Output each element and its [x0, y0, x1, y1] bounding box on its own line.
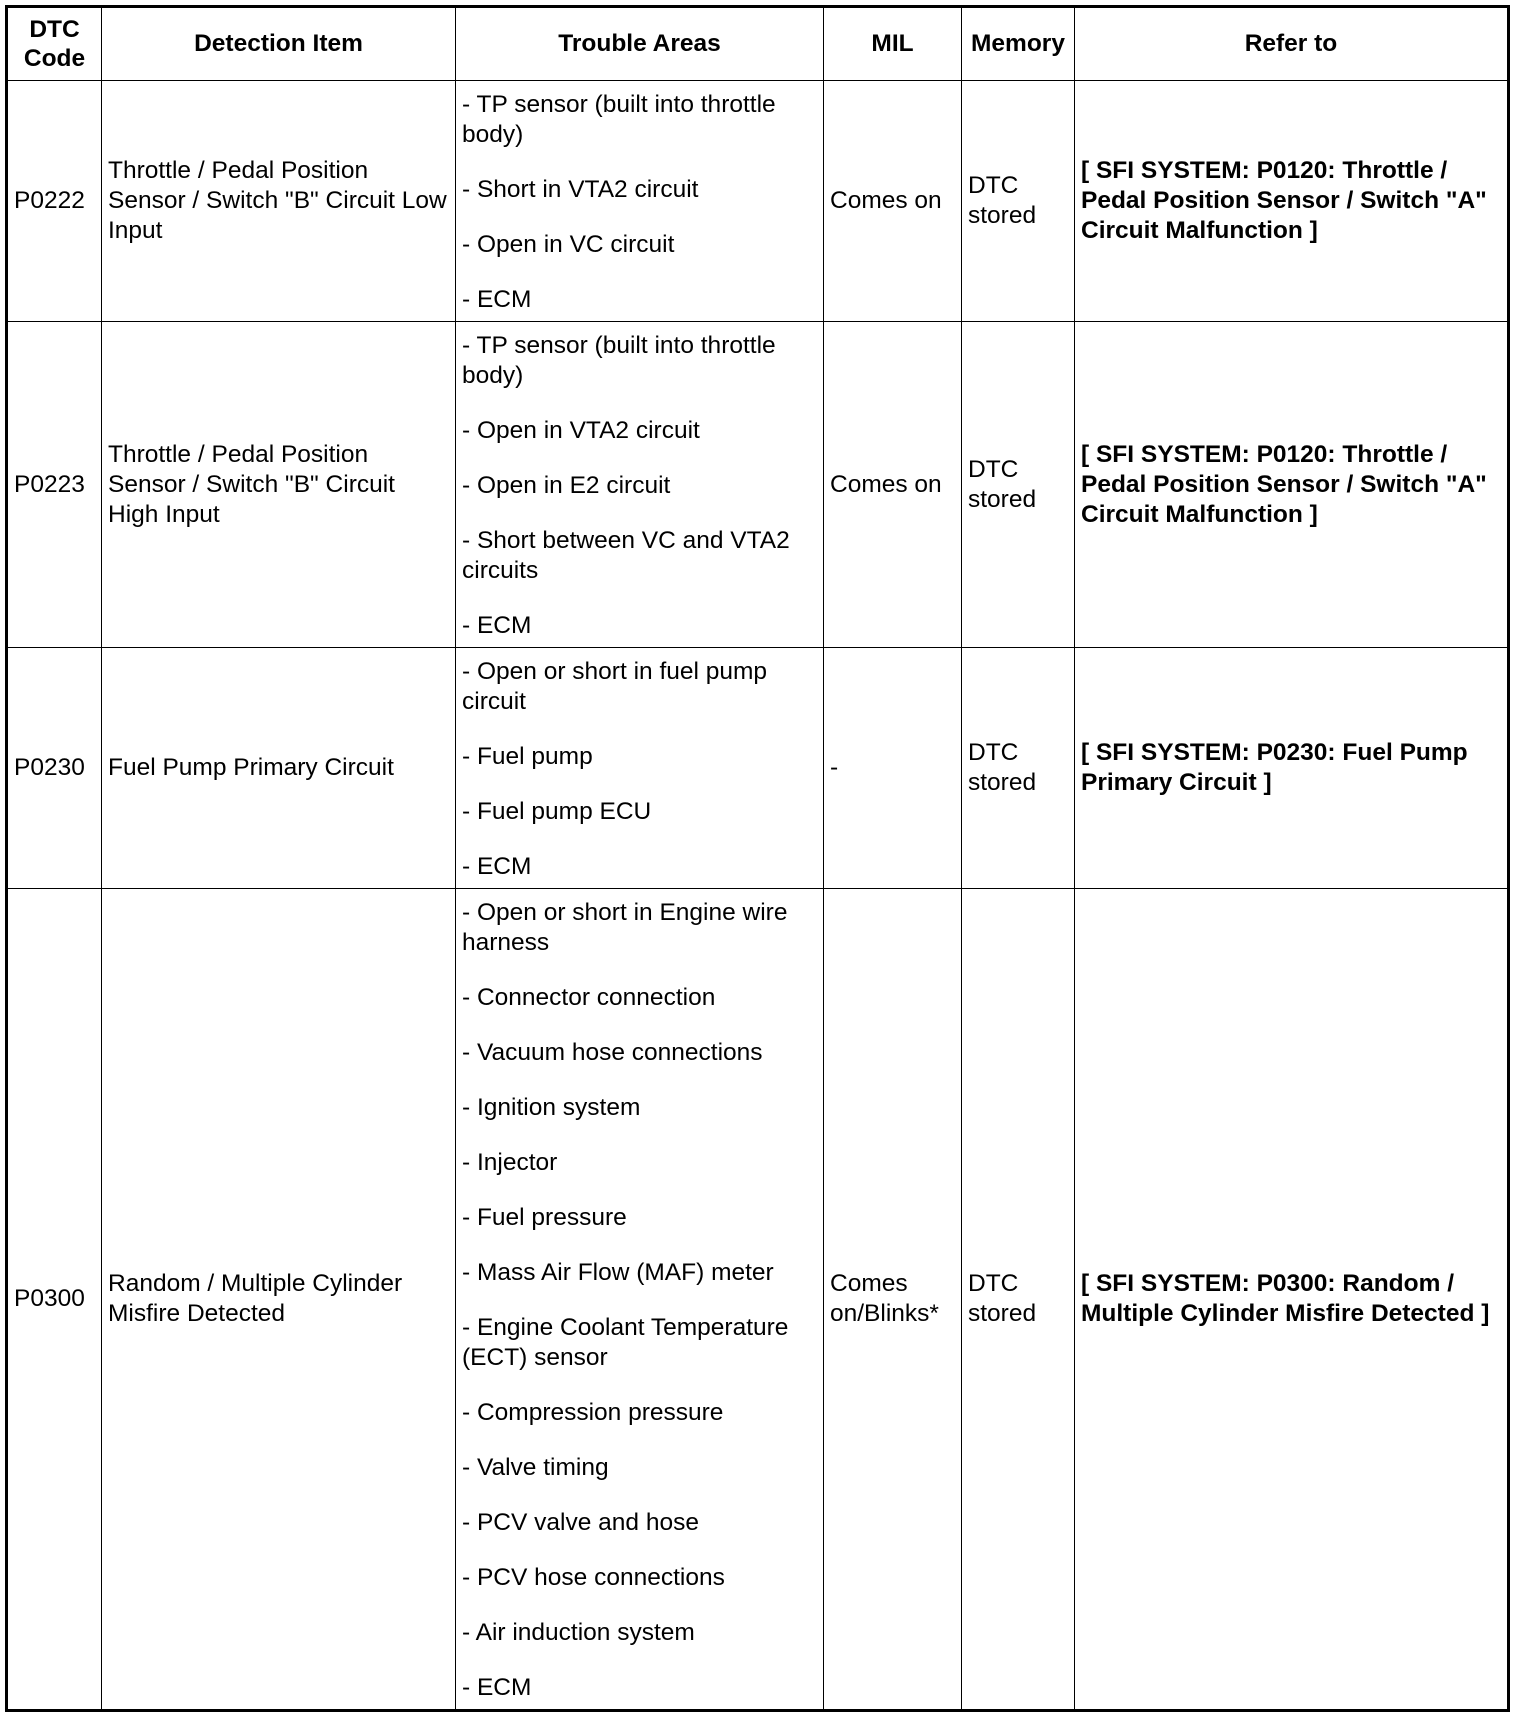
- list-item: - Connector connection: [462, 984, 716, 1011]
- table-body: [7, 81, 1509, 1711]
- trouble-areas-list: [462, 331, 817, 641]
- dtc-code-cell: P0223: [7, 322, 102, 648]
- trouble-areas-cell: [456, 322, 824, 648]
- dtc-code-cell: P0230: [7, 648, 102, 889]
- dtc-code-cell: P0300: [7, 889, 102, 1711]
- list-item: - PCV valve and hose: [462, 1509, 699, 1536]
- list-item: - Vacuum hose connections: [462, 1039, 763, 1066]
- mil-cell: Comes on: [824, 81, 962, 322]
- list-item: - Compression pressure: [462, 1399, 724, 1426]
- list-item: - Open or short in Engine wire harness: [462, 899, 788, 956]
- mil-cell: -: [824, 648, 962, 889]
- list-item: - Fuel pressure: [462, 1204, 627, 1231]
- header-detection-item: Detection Item: [102, 7, 456, 81]
- detection-item-cell: Fuel Pump Primary Circuit: [102, 648, 456, 889]
- list-item: - PCV hose connections: [462, 1564, 725, 1591]
- refer-to-link[interactable]: [ SFI SYSTEM: P0230: Fuel Pump Primary Circuit ]: [1075, 648, 1509, 889]
- trouble-areas-list: [462, 898, 817, 1703]
- header-row: [7, 7, 1509, 81]
- list-item: - ECM: [462, 853, 532, 880]
- list-item: - Fuel pump ECU: [462, 798, 652, 825]
- list-item: - Engine Coolant Temperature (ECT) sensor: [462, 1314, 789, 1371]
- list-item: - Open in VTA2 circuit: [462, 417, 700, 444]
- header-memory: Memory: [962, 7, 1075, 81]
- list-item: - Air induction system: [462, 1619, 695, 1646]
- list-item: - Fuel pump: [462, 743, 593, 770]
- list-item: - Valve timing: [462, 1454, 609, 1481]
- list-item: - ECM: [462, 612, 532, 639]
- list-item: - ECM: [462, 1674, 532, 1701]
- list-item: - Ignition system: [462, 1094, 641, 1121]
- detection-item-cell: Throttle / Pedal Position Sensor / Switch "B" Circuit High Input: [102, 322, 456, 648]
- table-row: [7, 322, 1509, 648]
- detection-item-cell: Throttle / Pedal Position Sensor / Switch "B" Circuit Low Input: [102, 81, 456, 322]
- list-item: - Open in VC circuit: [462, 231, 675, 258]
- list-item: - ECM: [462, 286, 532, 313]
- mil-cell: Comes on/Blinks*: [824, 889, 962, 1711]
- header-mil: MIL: [824, 7, 962, 81]
- memory-cell: DTC stored: [962, 648, 1075, 889]
- refer-to-link[interactable]: [ SFI SYSTEM: P0120: Throttle / Pedal Position Sensor / Switch "A" Circuit Malfunction ]: [1075, 322, 1509, 648]
- list-item: - Short between VC and VTA2 circuits: [462, 527, 790, 584]
- list-item: - Short in VTA2 circuit: [462, 176, 699, 203]
- memory-cell: DTC stored: [962, 889, 1075, 1711]
- list-item: - Open in E2 circuit: [462, 472, 671, 499]
- table-row: [7, 648, 1509, 889]
- table-row: [7, 889, 1509, 1711]
- list-item: - Mass Air Flow (MAF) meter: [462, 1259, 774, 1286]
- memory-cell: DTC stored: [962, 81, 1075, 322]
- mil-cell: Comes on: [824, 322, 962, 648]
- header-refer-to: Refer to: [1075, 7, 1509, 81]
- table-header: [7, 7, 1509, 81]
- refer-to-link[interactable]: [ SFI SYSTEM: P0300: Random / Multiple Cylinder Misfire Detected ]: [1075, 889, 1509, 1711]
- dtc-table: [5, 5, 1510, 1712]
- list-item: - Injector: [462, 1149, 558, 1176]
- list-item: - TP sensor (built into throttle body): [462, 91, 776, 148]
- trouble-areas-cell: [456, 81, 824, 322]
- header-trouble-areas: Trouble Areas: [456, 7, 824, 81]
- trouble-areas-cell: [456, 648, 824, 889]
- list-item: - TP sensor (built into throttle body): [462, 332, 776, 389]
- dtc-code-cell: P0222: [7, 81, 102, 322]
- trouble-areas-list: [462, 657, 817, 882]
- detection-item-cell: Random / Multiple Cylinder Misfire Detected: [102, 889, 456, 1711]
- list-item: - Open or short in fuel pump circuit: [462, 658, 768, 715]
- header-dtc-code: DTC Code: [7, 7, 102, 81]
- trouble-areas-list: [462, 90, 817, 315]
- trouble-areas-cell: [456, 889, 824, 1711]
- table-row: [7, 81, 1509, 322]
- refer-to-link[interactable]: [ SFI SYSTEM: P0120: Throttle / Pedal Position Sensor / Switch "A" Circuit Malfunction ]: [1075, 81, 1509, 322]
- memory-cell: DTC stored: [962, 322, 1075, 648]
